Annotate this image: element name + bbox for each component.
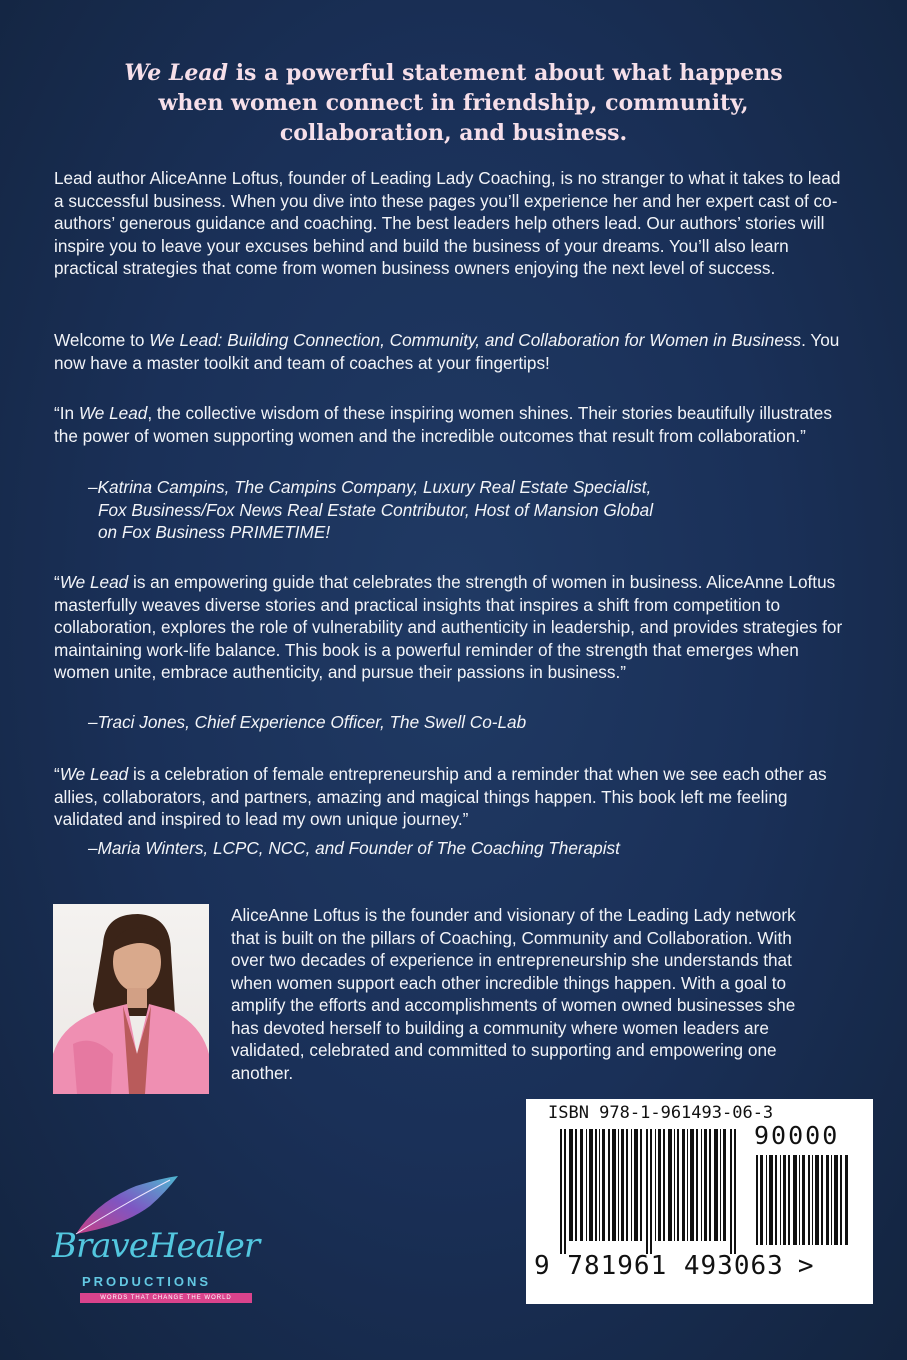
attribution-line: –Katrina Campins, The Campins Company, Luxury Real Estate Specialist,	[88, 477, 652, 497]
quote-open: “	[54, 764, 60, 784]
publisher-logo	[52, 1172, 282, 1307]
quote-3-attribution	[88, 837, 848, 860]
quote-3	[54, 763, 854, 831]
author-photo	[53, 904, 209, 1094]
attribution-line: on Fox Business PRIMETIME!	[98, 522, 331, 542]
quote-1-attribution	[88, 476, 848, 544]
tagline-line2: when women connect in friendship, community,	[158, 90, 749, 116]
ean-number: 9 781961 493063	[534, 1251, 784, 1281]
logo-script: BraveHealer	[52, 1226, 260, 1266]
quote-text: , the collective wisdom of these inspiring women shines. Their stories beautifully illustrates the power of women supporting women and the incredible outcomes that result from collaboration.”	[54, 403, 832, 446]
quote-2	[54, 571, 854, 684]
intro-paragraph: Lead author AliceAnne Loftus, founder of Leading Lady Coaching, is no stranger to what it takes to lead a successful business. When you dive into these pages you’ll experience her and her expert cast of co-authors’ generous guidance and coaching. The best leaders help others lead. Our authors’ stories will inspire you to leave your excuses behind and build the business of your dreams. You’ll also learn practical strategies that come from women business owners enjoying the next level of success.	[54, 168, 841, 278]
attribution-line: –Maria Winters, LCPC, NCC, and Founder of The Coaching Therapist	[88, 838, 620, 858]
quote-title: We Lead	[59, 572, 129, 592]
addon-bars	[756, 1155, 851, 1245]
quote-text: is an empowering guide that celebrates the strength of women in business. AliceAnne Loftus masterfully weaves diverse stories and practical insights that inspires a shift from competition to collaboration, explores the role of vulnerability and authenticity in leadership, and provides strategies for maintaining work-life balance. This book is a powerful reminder of the strength that emerges when women unite, embrace authenticity, and pursue their passions in business.”	[54, 572, 843, 682]
ean-digits	[534, 1251, 814, 1281]
tagline-line1: is a powerful statement about what happens	[228, 60, 783, 86]
quote-2-attribution	[88, 711, 848, 734]
price-code: 90000	[754, 1121, 840, 1150]
quote-title: We Lead	[78, 403, 148, 423]
isbn-text: ISBN 978-1-961493-06-3	[548, 1103, 774, 1123]
quote-1	[54, 402, 854, 447]
quote-title: We Lead	[59, 764, 129, 784]
welcome-paragraph	[54, 329, 854, 374]
welcome-title: We Lead: Building Connection, Community, and Collaboration for Women in Business	[149, 330, 802, 350]
welcome-suffix: . You now have a master toolkit and team of coaches at your fingertips!	[54, 330, 840, 373]
tagline-title: We Lead	[124, 60, 229, 86]
logo-productions: PRODUCTIONS	[82, 1274, 212, 1289]
ean-arrow: >	[797, 1251, 815, 1281]
quote-open: “	[54, 572, 60, 592]
author-bio: AliceAnne Loftus is the founder and visionary of the Leading Lady network that is built on the pillars of Coaching, Community and Collaboration. With over two decades of experience in entrepreneurship she understands that when women support each other incredible things happen. With a goal to amplify the efforts and accomplishments of women owned businesses she has devoted herself to building a community where women leaders are validated, celebrated and committed to supporting and empowering one another.	[231, 905, 796, 1083]
barcode	[526, 1099, 873, 1304]
ean-bars	[560, 1129, 740, 1254]
tagline-line3: collaboration, and business.	[279, 120, 628, 146]
attribution-line: –Traci Jones, Chief Experience Officer, The Swell Co-Lab	[88, 712, 527, 732]
logo-tagline: WORDS THAT CHANGE THE WORLD	[80, 1293, 252, 1303]
quote-text: is a celebration of female entrepreneurship and a reminder that when we see each other as allies, collaborators, and partners, amazing and magical things happen. This book left me feeling validated and inspired to lead my own unique journey.”	[54, 764, 827, 829]
tagline	[60, 58, 847, 148]
quote-open: “In	[54, 403, 79, 423]
welcome-prefix: Welcome to	[54, 330, 150, 350]
attribution-line: Fox Business/Fox News Real Estate Contributor, Host of Mansion Global	[98, 499, 654, 520]
